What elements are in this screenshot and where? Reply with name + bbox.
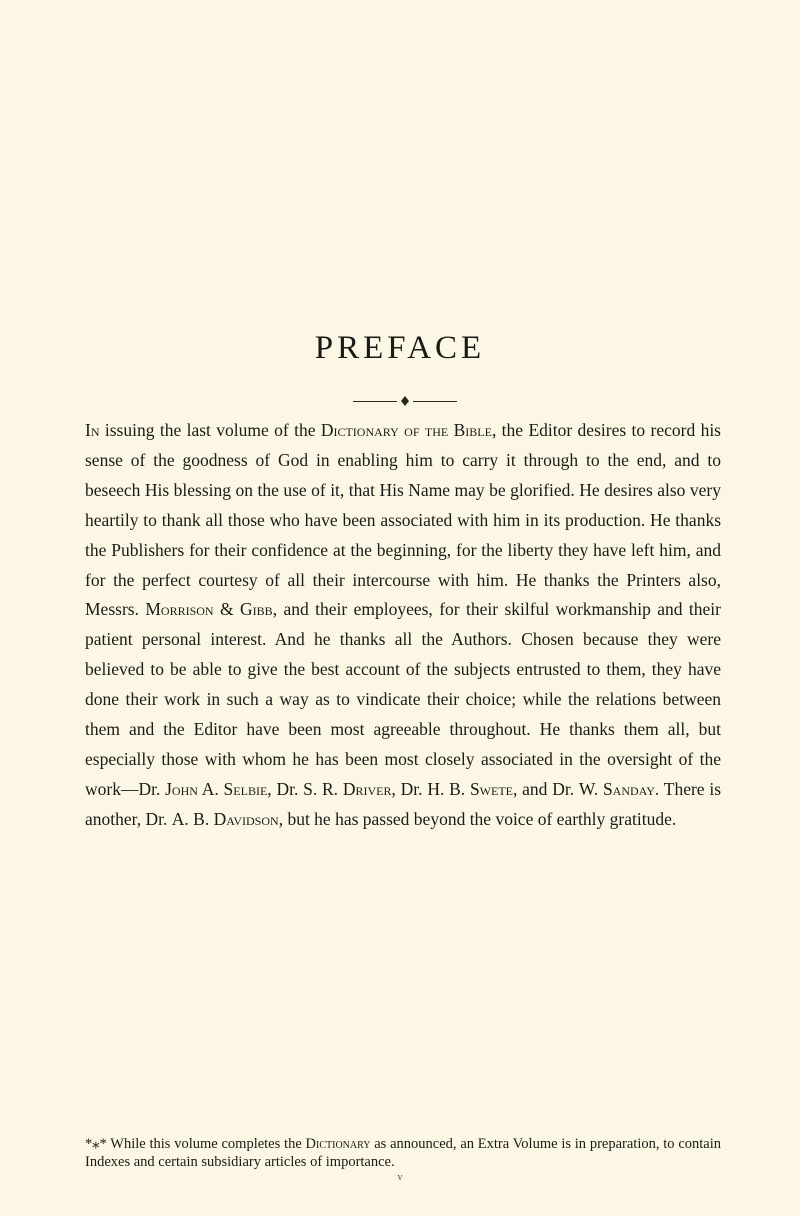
text-run: , the Editor desires to record his sense of the goodness of God in enabling him to carry it through to the end, and to beseech His blessing on the use of it, that His Name may be glorified. He desires also very heartily to thank all those who have been associated with him in its production. He thanks the Publishers for their confidence at the beginning, for the liberty they have left him, and for the perfect courtesy of all their intercourse with him. He thanks the Printers also, Messrs. (85, 420, 721, 620)
small-caps-name: In (85, 420, 100, 440)
text-run: *⁎* While this volume completes the (85, 1136, 306, 1152)
small-caps-name: Dictionary (305, 1136, 371, 1152)
ornament-rule-left (353, 401, 397, 402)
page-number: v (397, 1172, 403, 1183)
text-run: , Dr. (267, 778, 304, 799)
text-run: . There is another, Dr. (85, 778, 722, 829)
small-caps-name: W. Sanday (578, 778, 655, 799)
ornament-rule-right (413, 401, 457, 402)
preface-paragraph (85, 416, 721, 835)
text-run: , and Dr. (513, 778, 579, 799)
text-run: & (213, 599, 241, 620)
small-caps-name: S. R. Driver (303, 778, 392, 799)
text-run: , but he has passed beyond the voice of earthly gratitude. (278, 808, 677, 829)
page-title: PREFACE (314, 330, 486, 366)
diamond-icon (400, 396, 410, 406)
text-run: , and their employees, for their skilful workmanship and their patient personal interest. And he thanks all the Authors. Chosen because they were believed to be able to give the best account of the subjects entrusted to them, they have done their work in such a way as to vindicate their choice; while the relations between them and the Editor have been most agreeable throughout. He thanks them all, but especially those with whom he has been most closely associated in the oversight of the work—Dr. (85, 599, 721, 799)
footnote (85, 1135, 721, 1171)
text-run: as announced, an Extra Volume is in preparation, to contain Indexes and certain subsidiary articles of importance. (85, 1136, 721, 1170)
small-caps-name: A. B. Davidson (171, 808, 279, 829)
small-caps-name: Morrison (145, 599, 214, 620)
small-caps-name: Gibb (240, 599, 273, 620)
small-caps-name: H. B. Swete (427, 778, 513, 799)
small-caps-name: John A. Selbie (165, 778, 268, 799)
text-run: , Dr. (391, 778, 428, 799)
small-caps-name: Dictionary of the Bible (320, 420, 492, 440)
text-run: issuing the last volume of the (99, 420, 321, 440)
title-ornament (353, 396, 457, 408)
